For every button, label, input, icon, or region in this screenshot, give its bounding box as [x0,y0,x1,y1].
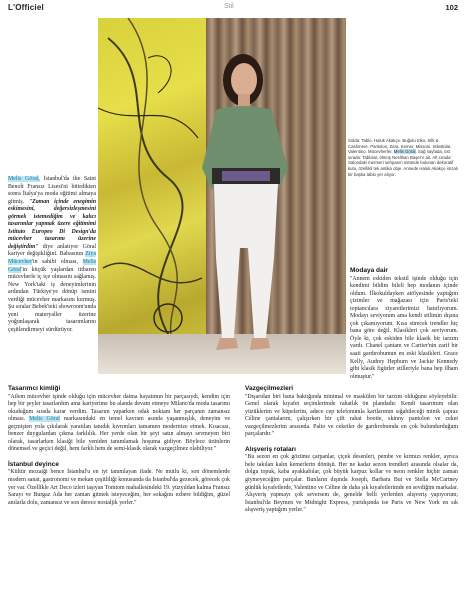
identity-text-2: markasındaki en temel kavram asında yaşanmışlık, deneyim ve geçmişten yola çıkılarak yaratılan tanıdık kıvrımları tamamen modernize etmek. Kısacası, benzer duygulardan çıkma farklılık. Her yerde olan bir şeyi satın almayı sevmeyen biri olarak, tasarlarken klasiği bile yeniden tanımlamak hoşuma gidiyor. Böylece ürünlerin dönemsel ve geçici değil, hem farklı hem de semi-klasik olarak vazgeçilmez olabiliyor." [8,416,230,453]
section-label: Stil [224,3,234,10]
identity-paragraph [8,394,230,454]
fashion-text: "Annem eskiden tekstil işinde olduğu için kendimi bildim bileli hep modanın içinde oldum. İlkokuldayken atölyesinde yaptığım çizimler ve mağazası için Paris'teki toptancılara ziyaretlerimizi hatırlıyorum. Modayı seviyorum ama kendi stilimin dışına çok çıkamıyorum. Kısa sürecek trendler hiç bana göre değil. Klasikleri çok seviyorum. Öyle ki, çok eskiden bile klasik bir tarzım vardı. Chanel çantam ve Cartier'nin zarif bir saati gardırobumun en eski klasikleri. Grace Kelly, Audrey Hepburn ve Jackie Kennedy gibi klasik figürler stilleriyle bana hep ilham olmuştur." [350,275,458,380]
editorial-photo [98,18,346,374]
magazine-brand: L'Officiel [8,3,44,12]
shopping-heading: Alışveriş rotaları [245,445,296,453]
intro-column [8,176,96,334]
father-brand: Ziya Mücevher [8,251,96,266]
istanbul-heading: İstanbul deyince [8,460,59,468]
woman-figure [98,18,346,374]
identity-name: Melis Göral [29,416,60,423]
fashion-column [350,264,458,381]
designer-name-2: Melis Göral [8,259,96,273]
caption-text-2: . Sağ sayfada, üst sırada: Tablolar, ölmüş Neslihan Başer'e ait. Alt sırada: Salondaki mermeri sehpanın üstünde bulunan dekoratif kutu, özellikli tek antika obje. Annede Haluk Akakçe imzalı bir başka tablo yer alıyor. [348,149,458,177]
page-number: 102 [445,3,458,12]
istanbul-text: "Kültür mozaiği bence İstanbul'u en iyi tanımlayan ifade. Ne mutlu ki, son dönemlerde modern sanat, gastronomi ve mekan çeşitliliği konusunda da İstanbul'da gezecek, görecek çok yer var. Özellikle Art Deco izleri taşıyan Tomtom mahallesindeki 19. yüzyıldan kalma Fransız Sarayı ve Burgaz Ada her zaman gitmek isteyeceğim, her sokağını ezbere bildiğim, güzel anılarla dolu, zamansız ve son derece nostaljik yerler." [8,469,230,506]
caption-text: Solda: Tablo, Haluk Akakçe. Buğulu triko, Silk & Cashmere. Pantolon, Zara. Kemer, Missoni. Stilettolar, Valentino. Mücevherler, [348,138,452,155]
musts-heading: Vazgeçilmezleri [245,385,294,392]
right-column [245,382,458,515]
intro-text-4: 'in küçük yaşlardan itibaren mücevherle iç içe olmasını sağlamış. New York'taki iş deneyimlerinin ardından Türkiye'ye dönüp ismini verdiği mücevher markasını kurmuş. Şu sıralar Bebek'teki showroom'unda yeni materyaller üzerine yoğunlaşarak tasarımlarını çeşitlendirmeyi sürdürüyor. [8,266,96,333]
intro-quote: "Zaman içinde enegimin eskimesini, değersizleşmesini görmek istemediğim ve kalıcı tasarımlar yapmak üzere eğitimimi Istituto Europeo Di Design'da mücevher tasarımı üzerine değiştirdim" [8,198,96,250]
identity-text: "Ailem mücevher işinde olduğu için mücevher daima hayatımın bir parçasıydı, kendim için hep bir şeyler tasarlardım ama kariyerime bu alanda devam etmeye Milano'da moda tasarımı okuduğum sırada karar verdim. Tasarım yaparken odak noktam her parçanın zamansız olması. [8,393,230,423]
shopping-text: "Bu sezon en çok gözüme çarpanlar, çiçek desenleri, pembe ve kırmızı renkler, ayrıca bele takılan kalın kemerlerin dönüşü. Her ne kadar sezon trendleri arasında olsalar da, dolgu topuk, kaba ayakkabılar, çok büyük karpuz kollar ve neon renkler hiçbir zaman giymeyeceğim parçalar. Bunların dışında Joseph, Barbara Bui ve Stella McCartney günlük kıyafetlerde, Valentino ve Céline de daha şık kıyafetlerimde en sevdiğim markalar. Alışveriş yapmayı çok seversem de, genelde belli yerlerden alışveriş yapıyorum; İstanbul'da Beymen ve Midnight Express, yurtdışında ise Paris ve New York en sık alışveriş yaptığım yerler." [245,454,458,514]
designer-name: Melis Göral [8,176,39,182]
page-header [0,0,466,18]
intro-text-2: diye anlatıyor Göral kariyer değişikliğini. Babasının [8,243,96,258]
left-column [8,382,230,507]
fashion-heading: Modaya dair [350,267,388,274]
musts-text: "Dışarıdan biri bana baktığında minimal ve maskülen bir tarzım olduğunu söyleyebilir. Genel olarak kıyafet seçimlerimde rahatlık ön plandadır. Kendi tasarımım olan yüzüklerim ve küpelerim, adece cep telefonumla kartlarımın sığabileceği minik çapraz Céline çantalarım, çalışırken bir çift rahat bootie, skinny pantolon ve ceket vazgeçilmezlerim arasında. Palto ve ceketler de gardırobumda en çok bulundurduğum parçalardır." [245,393,458,438]
caption-highlight: Melis Göral [393,149,416,155]
intro-text-3: 'in sahibi olması, [31,259,83,266]
identity-heading: Tasarımcı kimliği [8,385,61,392]
photo-caption [348,138,458,177]
intro-text-1: , İstanbul'da the Saint Benoît Fransız Lisesi'ni bitirdikten sonra İtalya'ya moda eğitimi almaya gitmiş. [8,176,96,205]
